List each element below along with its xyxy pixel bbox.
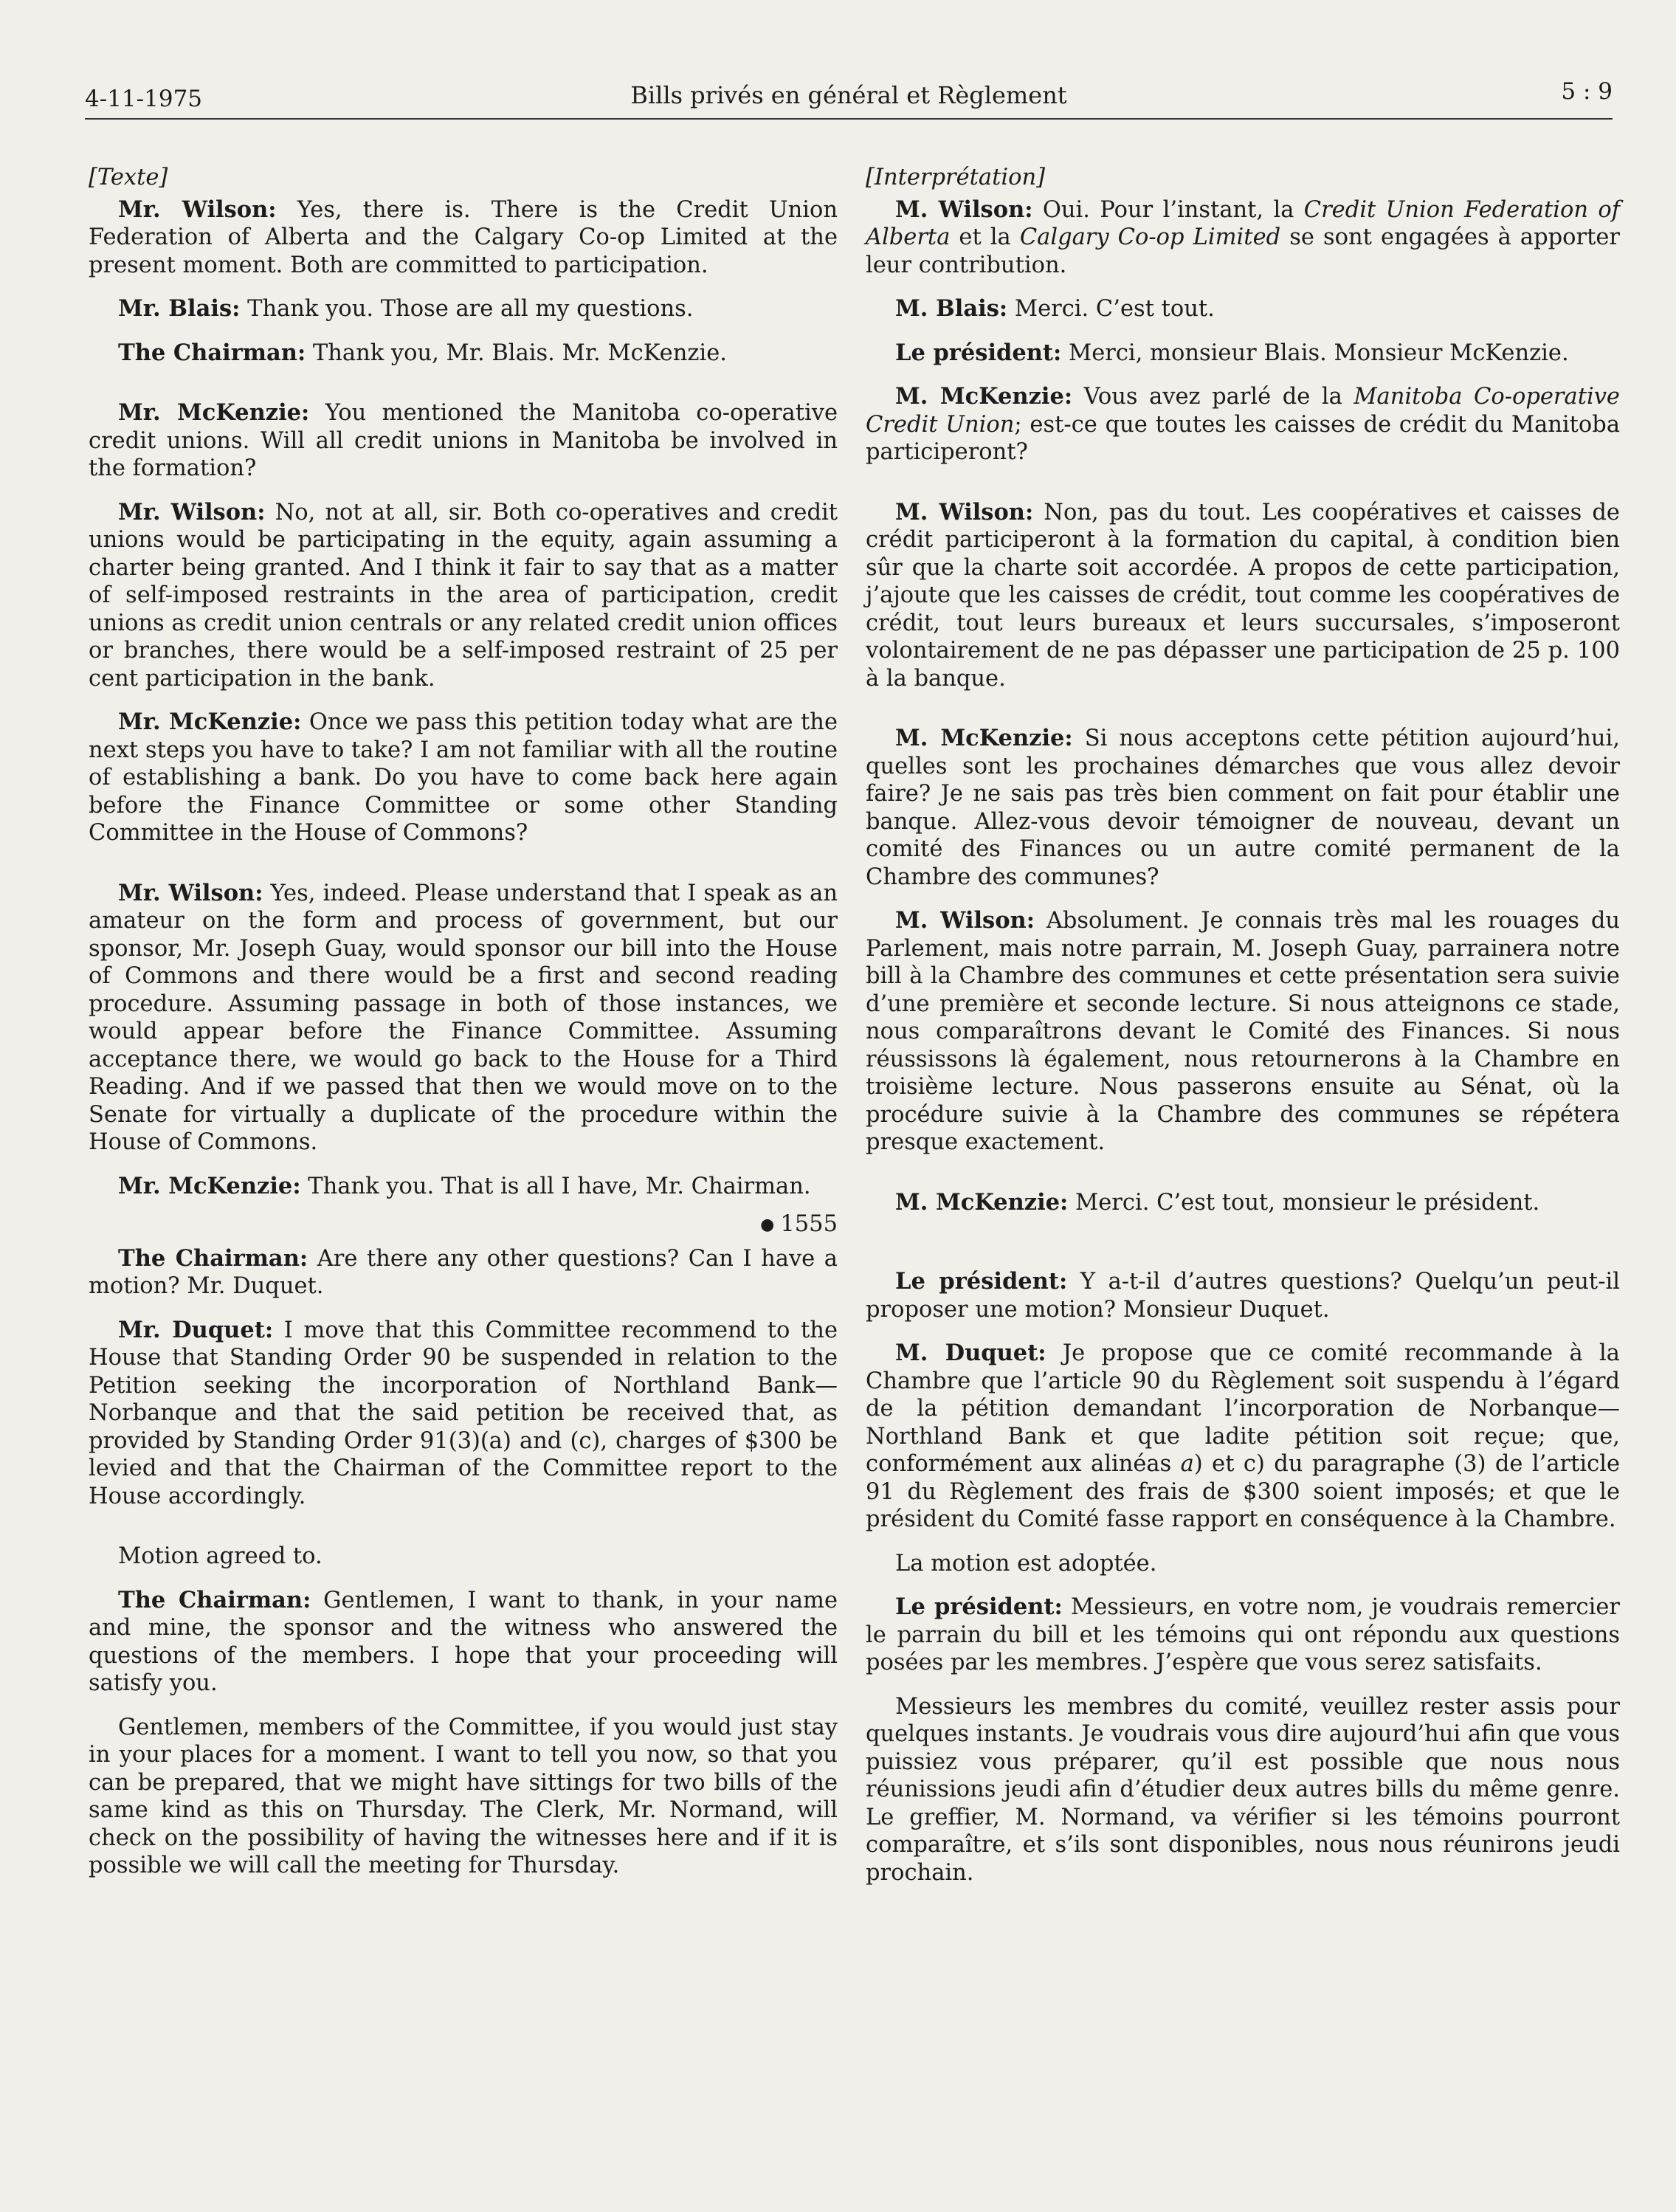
speaker: Le président:: [895, 1593, 1063, 1620]
speaker: M. Duquet:: [895, 1340, 1046, 1366]
paragraph: The Chairman: Thank you, Mr. Blais. Mr. McKenzie.: [118, 339, 727, 366]
english-column: [89, 164, 838, 1896]
paragraph: Gentlemen, members of the Committee, if you would just stay in your places for a moment. I want to tell you now, so that you can be prepared, that we might have sittings for two bills of the same kind as this on Thursday. The Clerk, Mr. Normand, will check on the possibility of having the witnesses here and if it is possible we will call the meeting for Thursday.: [89, 1714, 838, 1879]
header-title: Bills privés en général et Règlement: [630, 81, 1067, 109]
speaker: Mr. McKenzie:: [118, 399, 310, 426]
interpretation-tag: [Interprétation]: [866, 165, 1045, 190]
paragraph: M. McKenzie: Vous avez parlé de la Manitoba Co-operative Credit Union; est-ce que toutes les caisses de crédit du Manitoba participeront?: [866, 383, 1620, 465]
paragraph: Mr. Wilson: Yes, there is. There is the Credit Union Federation of Alberta and the Calgary Co-op Limited at the present moment. Both are committed to participation.: [89, 196, 838, 278]
paragraph: Mr. Wilson: No, not at all, sir. Both co-operatives and credit unions would be participating in the equity, again assuming a charter being granted. And I think it fair to say that as a matter of self-imposed restraints in the area of participation, credit unions as credit union centrals or any related credit union offices or branches, there would be a self-imposed restraint of 25 per cent participation in the bank.: [89, 498, 838, 692]
paragraph: M. McKenzie: Merci. C’est tout, monsieur le président.: [895, 1188, 1540, 1216]
paragraph: Le président: Y a-t-il d’autres questions? Quelqu’un peut-il proposer une motion? Monsieur Duquet.: [866, 1268, 1621, 1323]
speaker: The Chairman:: [118, 1586, 311, 1613]
speaker: Le président:: [895, 339, 1062, 366]
speaker: Mr. Duquet:: [118, 1316, 274, 1343]
paragraph: Mr. Duquet: I move that this Committee recommend to the House that Standing Order 90 be suspended in relation to the Petition seeking the incorporation of Northland Bank—Norbanque and that the said petition be received that, as provided by Standing Order 91(3)(a) and (c), charges of $300 be levied and that the Chairman of the Committee report to the House accordingly.: [89, 1316, 838, 1509]
speaker: M. Blais:: [895, 295, 1008, 322]
paragraph: Mr. McKenzie: You mentioned the Manitoba co-operative credit unions. Will all credit unions in Manitoba be involved in the formation?: [89, 399, 838, 481]
header-page-number: 5 : 9: [1561, 78, 1613, 105]
paragraph: Motion agreed to.: [118, 1543, 323, 1570]
paragraph: Mr. McKenzie: Thank you. That is all I have, Mr. Chairman.: [118, 1172, 811, 1199]
paragraph: The Chairman: Are there any other questions? Can I have a motion? Mr. Duquet.: [89, 1244, 838, 1300]
speaker: The Chairman:: [118, 339, 306, 366]
paragraph: Mr. Wilson: Yes, indeed. Please understand that I speak as an amateur on the form and process of government, but our sponsor, Mr. Joseph Guay, would sponsor our bill into the House of Commons and there would be a first and second reading procedure. Assuming passage in both of those instances, we would appear before the Finance Committee. Assuming acceptance there, we would go back to the House for a Third Reading. And if we passed that then we would move on to the Senate for virtually a duplicate of the procedure within the House of Commons.: [89, 879, 838, 1155]
header-date: 4-11-1975: [85, 86, 203, 112]
speaker: Mr. McKenzie:: [118, 1172, 301, 1199]
paragraph: M. Wilson: Oui. Pour l’instant, la Credit Union Federation of Alberta et la Calgary Co-op Limited se sont engagées à apporter leur contribution.: [866, 196, 1621, 278]
speaker: The Chairman:: [118, 1244, 308, 1272]
paragraph: M. Wilson: Non, pas du tout. Les coopératives et caisses de crédit participeront à la formation du capital, à condition bien sûr que la charte soit accordée. A propos de cette participation, j’ajoute que les caisses de crédit, tout comme les coopératives de crédit, tout leurs bureaux et leurs succursales, s’imposeront volontairement de ne pas dépasser une participation de 25 p. 100 à la banque.: [866, 498, 1620, 692]
paragraph: Mr. McKenzie: Once we pass this petition today what are the next steps you have to take? I am not familiar with all the routine of establishing a bank. Do you have to come back here again before the Finance Committee or some other Standing Committee in the House of Commons?: [89, 709, 838, 846]
paragraph: M. McKenzie: Si nous acceptons cette pétition aujourd’hui, quelles sont les prochaines démarches que vous allez devoir faire? Je ne sais pas très bien comment on fait pour établir une banque. Allez-vous devoir témoigner de nouveau, devant un comité des Finances ou un autre comité permanent de la Chambre des communes?: [866, 725, 1620, 890]
speaker: Mr. McKenzie:: [118, 709, 302, 735]
speaker: Mr. Wilson:: [118, 879, 263, 906]
french-column: [866, 164, 1620, 1903]
speaker: Le président:: [895, 1268, 1068, 1295]
text-tag: [Texte]: [89, 165, 168, 190]
paragraph: Le président: Merci, monsieur Blais. Monsieur McKenzie.: [895, 339, 1569, 366]
speaker: M. McKenzie:: [895, 1188, 1069, 1216]
speaker: M. Wilson:: [895, 498, 1034, 526]
paragraph: La motion est adoptée.: [895, 1550, 1157, 1577]
paragraph: Le président: Messieurs, en votre nom, je voudrais remercier le parrain du bill et les témoins qui ont répondu aux questions posées par les membres. J’espère que vous serez satisfaits.: [866, 1593, 1620, 1675]
speaker: M. McKenzie:: [895, 383, 1073, 410]
paragraph: M. Wilson: Absolument. Je connais très mal les rouages du Parlement, mais notre parrain, M. Joseph Guay, parrainera notre bill à la Chambre des communes et cette présentation sera suivie d’une première et seconde lecture. Si nous atteignons ce stade, nous comparaîtrons devant le Comité des Finances. Si nous réussissons là également, nous retournerons à la Chambre en troisième lecture. Nous passerons ensuite au Sénat, où la procédure suivie à la Chambre des communes se répétera presque exactement.: [866, 907, 1620, 1155]
paragraph: Mr. Blais: Thank you. Those are all my questions.: [118, 295, 694, 322]
speaker: M. Wilson:: [895, 907, 1035, 934]
page-header: [85, 77, 1613, 120]
paragraph: Messieurs les membres du comité, veuillez rester assis pour quelques instants. Je voudrais vous dire aujourd’hui afin que vous puissiez vous préparer, qu’il est possible que nous nous réunissions jeudi afin d’étudier deux autres bills du même genre. Le greffier, M. Normand, va vérifier si les témoins pourront comparaître, et s’ils sont disponibles, nous nous réunirons jeudi prochain.: [866, 1693, 1620, 1886]
bullet-icon: ●: [760, 1216, 775, 1235]
speaker: Mr. Wilson:: [118, 196, 277, 223]
paragraph: The Chairman: Gentlemen, I want to thank, in your name and mine, the sponsor and the witness who answered the questions of the members. I hope that your proceeding will satisfy you.: [89, 1586, 838, 1697]
speaker: M. McKenzie:: [895, 725, 1073, 751]
speaker: Mr. Wilson:: [118, 498, 266, 526]
time-marker: ● 1555: [760, 1211, 838, 1237]
speaker: Mr. Blais:: [118, 295, 241, 322]
paragraph: M. Duquet: Je propose que ce comité recommande à la Chambre que l’article 90 du Règlement soit suspendu à l’égard de la pétition demandant l’incorporation de Norbanque—Northland Bank et que ladite pétition soit reçue; que, conformément aux alinéas a) et c) du paragraphe (3) de l’article 91 du Règlement des frais de $300 soient imposés; et que le président du Comité fasse rapport en conséquence à la Chambre.: [866, 1340, 1620, 1532]
speaker: M. Wilson:: [895, 196, 1033, 223]
paragraph: M. Blais: Merci. C’est tout.: [895, 295, 1215, 322]
